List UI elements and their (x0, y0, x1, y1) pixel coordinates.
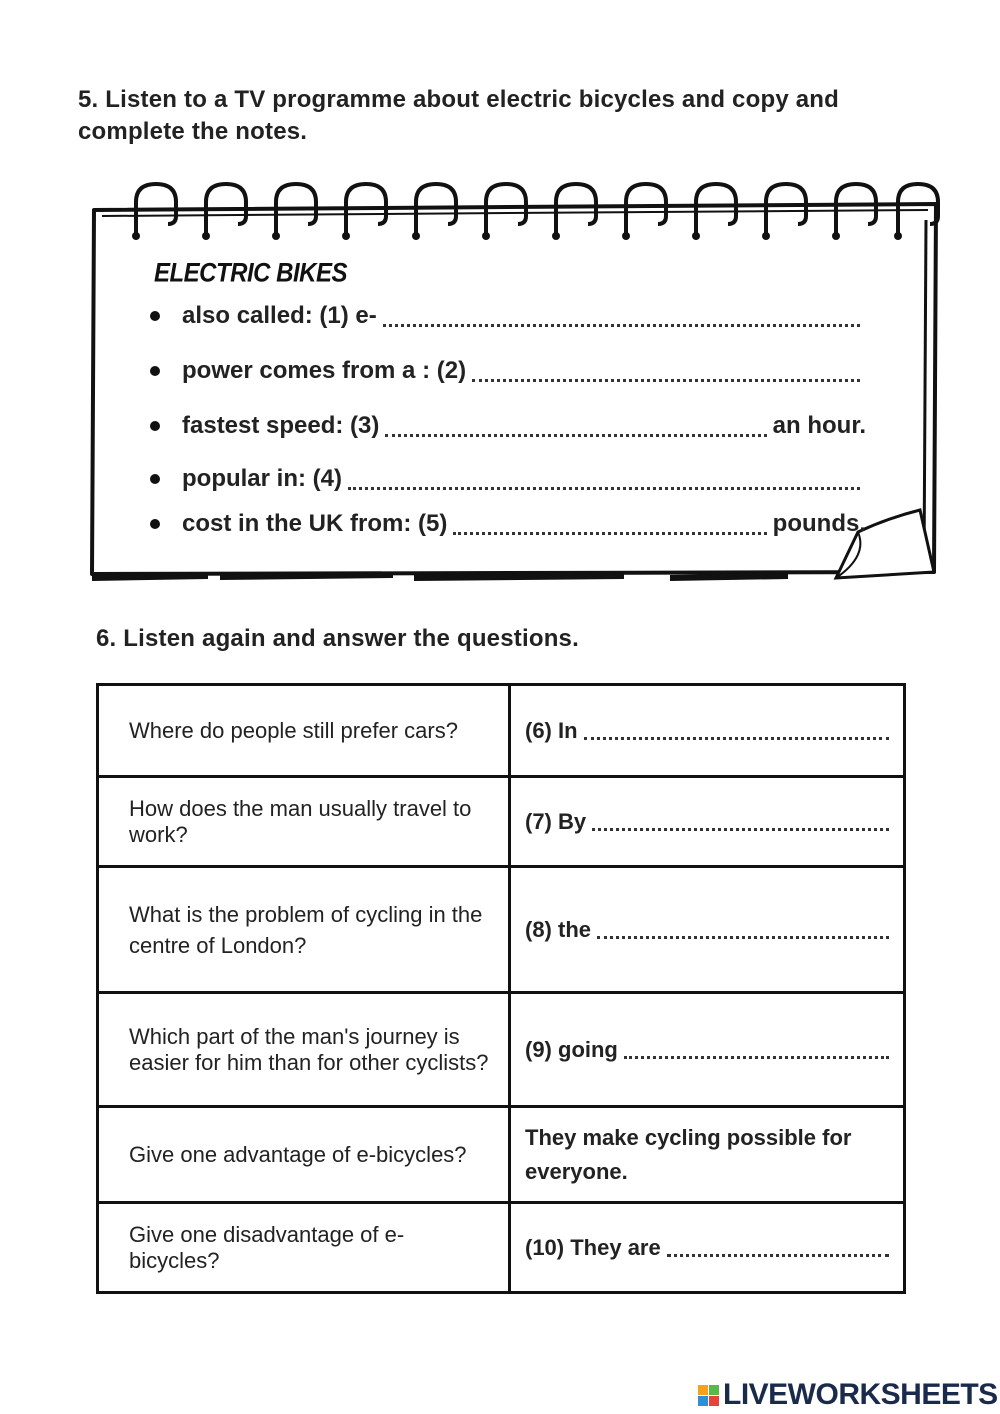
note-label: cost in the UK from: (5) (182, 510, 448, 537)
answer-blank-1[interactable] (383, 306, 860, 327)
logo-text: LIVEWORKSHEETS (723, 1378, 998, 1411)
answer-cell (510, 1203, 905, 1293)
bullet-icon (150, 519, 160, 529)
answer-prompt: (6) In (525, 717, 578, 743)
question-cell: Which part of the man's journey is easier for him than for other cyclists? (98, 993, 510, 1107)
answer-blank-7[interactable] (592, 812, 889, 831)
question-cell: How does the man usually travel to work? (98, 777, 510, 867)
bullet-icon (150, 421, 160, 431)
answer-cell: They make cycling possible for everyone. (510, 1107, 905, 1203)
table-row (98, 993, 905, 1107)
task-6-instruction: 6. Listen again and answer the questions. (96, 625, 579, 652)
note-label: power comes from a : (2) (182, 357, 467, 384)
note-item-5 (146, 504, 866, 544)
bullet-icon (150, 474, 160, 484)
answer-blank-4[interactable] (348, 469, 860, 490)
answer-prompt: (10) They are (525, 1234, 661, 1260)
table-row (98, 867, 905, 993)
table-row (98, 685, 905, 777)
answer-blank-2[interactable] (472, 361, 860, 382)
answer-blank-9[interactable] (624, 1040, 889, 1059)
answer-cell (510, 685, 905, 777)
question-cell: Give one advantage of e-bicycles? (98, 1107, 510, 1203)
answer-cell (510, 993, 905, 1107)
question-cell: Give one disadvantage of e-bicycles? (98, 1203, 510, 1293)
answer-cell (510, 777, 905, 867)
notepad-title: ELECTRIC BIKES (154, 258, 348, 289)
logo-square (698, 1385, 708, 1395)
task-5-instruction: 5. Listen to a TV programme about electric bicycles and copy and complete the notes. (78, 86, 840, 145)
answer-blank-5[interactable] (453, 514, 766, 535)
answer-prompt: (9) going (525, 1036, 618, 1062)
question-cell: What is the problem of cycling in the centre of London? (98, 867, 510, 993)
note-label: also called: (1) e- (182, 302, 377, 329)
question-cell: Where do people still prefer cars? (98, 685, 510, 777)
table-row (98, 1107, 905, 1203)
answer-blank-3[interactable] (385, 416, 766, 437)
note-item-1 (146, 296, 866, 336)
table-row (98, 1203, 905, 1293)
answer-prompt: (7) By (525, 808, 587, 834)
questions-table (96, 683, 906, 1294)
note-item-4 (146, 459, 866, 499)
note-suffix: an hour. (772, 412, 866, 439)
note-item-3 (146, 406, 866, 446)
logo-square (698, 1396, 708, 1406)
answer-cell (510, 867, 905, 993)
note-label: popular in: (4) (182, 465, 342, 492)
bullet-icon (150, 366, 160, 376)
answer-blank-10[interactable] (667, 1238, 889, 1257)
note-item-2 (146, 351, 866, 391)
table-row (98, 777, 905, 867)
answer-blank-6[interactable] (584, 721, 889, 740)
liveworksheets-logo (698, 1379, 998, 1411)
bullet-icon (150, 311, 160, 321)
logo-square (709, 1396, 719, 1406)
logo-mark-icon (698, 1385, 719, 1406)
answer-blank-8[interactable] (597, 920, 889, 939)
note-label: fastest speed: (3) (182, 412, 380, 439)
notepad (88, 180, 944, 590)
logo-square (709, 1385, 719, 1395)
note-suffix: pounds. (772, 510, 866, 537)
answer-prompt: (8) the (525, 916, 591, 942)
